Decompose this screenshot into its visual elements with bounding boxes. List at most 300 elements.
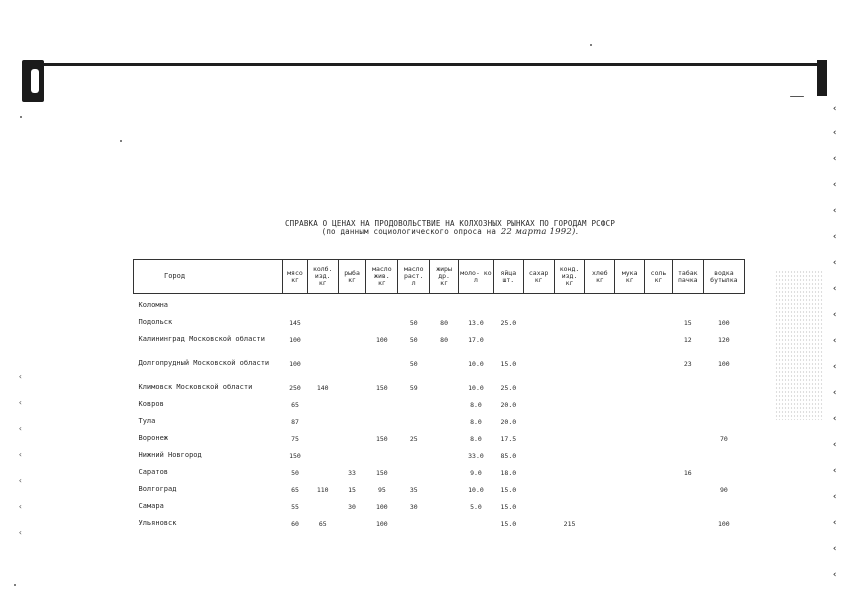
margin-mark: ‹ [18, 450, 23, 459]
value-cell [398, 418, 430, 435]
binder-hole-mark: ‹ [832, 206, 838, 216]
column-name: соль [650, 268, 667, 277]
value-cell [703, 384, 744, 401]
value-cell [703, 418, 744, 435]
column-unit: бутылка [710, 275, 738, 284]
column-name: рыба [344, 268, 360, 277]
column-unit: пачка [678, 275, 698, 284]
value-cell: 18.0 [500, 469, 517, 477]
value-cell: 35 [409, 486, 418, 494]
value-cell [672, 435, 703, 452]
city-cell: Тула [138, 417, 156, 425]
value-cell [366, 418, 398, 435]
table-row [134, 360, 745, 384]
table-row [134, 319, 745, 336]
value-cell: 50 [409, 319, 418, 327]
value-cell [398, 469, 430, 486]
value-cell: 25.0 [500, 319, 517, 327]
value-cell: 50 [409, 336, 418, 344]
value-cell [585, 486, 615, 503]
value-cell: 33 [348, 469, 356, 477]
value-cell [338, 336, 366, 360]
binder-hole-mark: ‹ [832, 128, 838, 138]
binder-hole-mark: ‹ [832, 154, 838, 164]
value-cell: 12 [683, 336, 692, 344]
value-cell: 85.0 [500, 452, 517, 460]
value-cell: 15.0 [500, 360, 517, 368]
value-cell [307, 503, 338, 520]
value-cell [672, 452, 703, 469]
city-cell: Нижний Новгород [138, 451, 202, 459]
value-cell: 23 [683, 360, 692, 368]
column-unit: кг [534, 275, 543, 284]
value-cell [585, 418, 615, 435]
value-cell [430, 418, 459, 435]
value-cell: 8.0 [470, 418, 482, 426]
value-cell: 15.0 [500, 503, 517, 511]
value-cell [615, 336, 645, 360]
value-cell [645, 452, 673, 469]
value-cell [585, 452, 615, 469]
value-cell: 17.0 [468, 336, 484, 344]
value-cell: 215 [563, 520, 576, 528]
value-cell [523, 486, 554, 503]
value-cell [645, 360, 673, 384]
value-cell: 80 [440, 319, 448, 327]
table-row [134, 336, 745, 360]
value-cell [615, 452, 645, 469]
value-cell: 33.0 [468, 452, 484, 460]
value-cell [523, 302, 554, 319]
binder-clip-right [817, 60, 827, 96]
column-unit: кг [377, 279, 386, 287]
value-cell: 100 [289, 360, 301, 368]
binder-hole-mark: ‹ [832, 570, 838, 580]
column-name: мясо [287, 268, 303, 277]
value-cell: 15.0 [500, 486, 517, 494]
subtitle-text: (по данным социологического опроса на [321, 227, 497, 236]
value-cell [585, 435, 615, 452]
value-cell: 75 [291, 435, 299, 443]
value-cell [615, 486, 645, 503]
value-cell [672, 503, 703, 520]
value-cell [672, 520, 703, 537]
column-name: масло жив. [372, 265, 392, 280]
value-cell [493, 336, 523, 360]
scan-speck [590, 44, 592, 46]
value-cell [338, 435, 366, 452]
value-cell [430, 486, 459, 503]
column-header [703, 260, 744, 294]
value-cell: 15.0 [500, 520, 517, 528]
value-cell: 13.0 [468, 319, 484, 327]
column-name: хлеб [592, 268, 608, 277]
binder-bar [24, 63, 824, 66]
value-cell [645, 384, 673, 401]
binder-hole-mark: ‹ [832, 310, 838, 320]
value-cell: 100 [289, 336, 301, 344]
value-cell: 145 [289, 319, 301, 327]
value-cell: 55 [291, 503, 299, 511]
value-cell [554, 486, 585, 503]
column-unit: кг [565, 279, 574, 287]
value-cell [523, 503, 554, 520]
value-cell: 10.0 [468, 486, 484, 494]
value-cell [430, 360, 459, 384]
value-cell: 95 [377, 486, 386, 494]
binder-hole-mark: ‹ [832, 104, 838, 114]
value-cell [672, 486, 703, 503]
table-row [134, 520, 745, 537]
binder-hole-mark: ‹ [832, 362, 838, 372]
value-cell [338, 384, 366, 401]
value-cell: 250 [289, 384, 301, 392]
value-cell [523, 435, 554, 452]
value-cell [338, 418, 366, 435]
value-cell [366, 401, 398, 418]
city-cell: Коломна [138, 301, 169, 309]
column-unit: кг [348, 275, 356, 284]
value-cell: 30 [409, 503, 418, 511]
value-cell [703, 503, 744, 520]
binder-hole-mark: ‹ [832, 466, 838, 476]
city-cell: Долгопрудный Московской области [138, 359, 270, 367]
value-cell [615, 401, 645, 418]
binder-hole-mark: ‹ [832, 336, 838, 346]
value-cell [307, 336, 338, 360]
value-cell [645, 435, 673, 452]
value-cell [523, 469, 554, 486]
value-cell [554, 384, 585, 401]
value-cell: 20.0 [500, 418, 517, 426]
value-cell [458, 302, 493, 319]
value-cell: 50 [291, 469, 299, 477]
column-header [307, 260, 338, 294]
value-cell [645, 486, 673, 503]
value-cell [430, 401, 459, 418]
document-header [200, 220, 700, 236]
value-cell [703, 469, 744, 486]
value-cell [366, 452, 398, 469]
value-cell: 100 [717, 520, 730, 528]
value-cell [430, 435, 459, 452]
value-cell [703, 452, 744, 469]
spacer-row [134, 294, 745, 303]
value-cell [585, 302, 615, 319]
value-cell [430, 302, 459, 319]
value-cell: 20.0 [500, 401, 517, 409]
value-cell [523, 401, 554, 418]
value-cell [430, 384, 459, 401]
value-cell [430, 503, 459, 520]
scan-noise [775, 270, 823, 420]
value-cell [554, 503, 585, 520]
value-cell [398, 302, 430, 319]
value-cell: 80 [440, 336, 448, 344]
value-cell [585, 319, 615, 336]
column-header [585, 260, 615, 294]
column-unit: кг [654, 275, 663, 284]
document-subtitle [200, 228, 700, 236]
value-cell [523, 452, 554, 469]
value-cell [585, 401, 615, 418]
value-cell [338, 401, 366, 418]
value-cell: 150 [375, 469, 388, 477]
column-name: мука [621, 268, 638, 277]
value-cell [585, 503, 615, 520]
column-unit: л [411, 279, 416, 287]
value-cell: 15 [683, 319, 692, 327]
value-cell [523, 319, 554, 336]
city-cell: Калининград Московской области [138, 335, 265, 343]
value-cell [307, 319, 338, 336]
scan-line [790, 96, 804, 97]
column-header [645, 260, 673, 294]
table-row [134, 418, 745, 435]
value-cell: 16 [683, 469, 692, 477]
value-cell [615, 435, 645, 452]
value-cell [554, 469, 585, 486]
spacer-cell [134, 294, 745, 303]
value-cell: 70 [719, 435, 728, 443]
document-title: СПРАВКА О ЦЕНАХ НА ПРОДОВОЛЬСТВИЕ НА КОЛХОЗНЫХ РЫНКАХ ПО ГОРОДАМ РСФСР [284, 219, 616, 228]
value-cell [307, 401, 338, 418]
column-header: Город [134, 260, 283, 294]
value-cell: 150 [375, 384, 388, 392]
value-cell [615, 503, 645, 520]
column-name: сахар [528, 268, 549, 277]
column-name: яйца [500, 268, 517, 277]
margin-mark: ‹ [18, 398, 23, 407]
value-cell [307, 452, 338, 469]
value-cell: 100 [717, 360, 730, 368]
binder-clip-left [22, 60, 44, 102]
value-cell: 25.0 [500, 384, 517, 392]
binder-hole-mark: ‹ [832, 284, 838, 294]
value-cell: 120 [717, 336, 730, 344]
value-cell [307, 302, 338, 319]
value-cell [615, 384, 645, 401]
value-cell [672, 418, 703, 435]
margin-mark: ‹ [18, 424, 23, 433]
value-cell [672, 384, 703, 401]
value-cell [554, 401, 585, 418]
value-cell [338, 360, 366, 384]
city-cell: Подольск [138, 318, 173, 326]
value-cell [523, 384, 554, 401]
city-cell: Саратов [138, 468, 169, 476]
table-row [134, 469, 745, 486]
value-cell: 100 [375, 503, 388, 511]
value-cell [523, 520, 554, 537]
value-cell [554, 319, 585, 336]
value-cell [554, 302, 585, 319]
value-cell: 100 [375, 520, 388, 528]
value-cell: 59 [409, 384, 418, 392]
binder-hole-mark: ‹ [832, 258, 838, 268]
value-cell [338, 319, 366, 336]
city-cell: Самара [138, 502, 164, 510]
column-name: колб. изд. [312, 265, 333, 280]
value-cell [615, 360, 645, 384]
margin-mark: ‹ [18, 528, 23, 537]
value-cell [523, 418, 554, 435]
value-cell [554, 452, 585, 469]
value-cell: 110 [316, 486, 329, 494]
value-cell: 100 [717, 319, 730, 327]
value-cell [523, 360, 554, 384]
value-cell: 25 [409, 435, 418, 443]
value-cell [493, 302, 523, 319]
value-cell [338, 520, 366, 537]
value-cell [523, 336, 554, 360]
value-cell: 140 [316, 384, 329, 392]
value-cell [307, 435, 338, 452]
value-cell [554, 435, 585, 452]
value-cell: 8.0 [470, 401, 482, 409]
value-cell [615, 302, 645, 319]
value-cell: 87 [291, 418, 299, 426]
value-cell [645, 503, 673, 520]
value-cell: 150 [375, 435, 388, 443]
column-unit: шт. [502, 275, 515, 284]
value-cell: 10.0 [468, 384, 484, 392]
value-cell [430, 452, 459, 469]
city-cell: Ульяновск [138, 519, 177, 527]
scan-speck [20, 116, 22, 118]
value-cell [585, 520, 615, 537]
value-cell [338, 302, 366, 319]
value-cell [458, 520, 493, 537]
value-cell [645, 520, 673, 537]
column-header [672, 260, 703, 294]
value-cell [703, 401, 744, 418]
binder-hole-mark: ‹ [832, 440, 838, 450]
binder-hole-mark: ‹ [832, 414, 838, 424]
binder-hole-mark: ‹ [832, 544, 838, 554]
value-cell [585, 360, 615, 384]
column-header [283, 260, 308, 294]
column-header [493, 260, 523, 294]
value-cell [307, 360, 338, 384]
column-name: моло- ко [460, 268, 492, 277]
value-cell [398, 520, 430, 537]
table-row [134, 302, 745, 319]
binder-hole-mark: ‹ [832, 518, 838, 528]
margin-mark: ‹ [18, 372, 23, 381]
binder-hole-mark: ‹ [832, 492, 838, 502]
handwritten-date: 22 марта 1992). [500, 227, 579, 237]
value-cell [366, 302, 398, 319]
value-cell: 30 [348, 503, 356, 511]
value-cell [366, 360, 398, 384]
value-cell [338, 452, 366, 469]
value-cell: 100 [375, 336, 388, 344]
value-cell: 65 [291, 401, 299, 409]
value-cell [585, 469, 615, 486]
value-cell [585, 384, 615, 401]
value-cell: 50 [409, 360, 418, 368]
value-cell: 5.0 [470, 503, 482, 511]
column-unit: кг [595, 275, 604, 284]
binder-hole-mark: ‹ [832, 180, 838, 190]
value-cell [283, 302, 308, 319]
value-cell [430, 469, 459, 486]
value-cell [554, 360, 585, 384]
value-cell: 65 [291, 486, 299, 494]
value-cell: 60 [291, 520, 299, 528]
value-cell [615, 319, 645, 336]
value-cell [398, 401, 430, 418]
margin-mark: ‹ [18, 502, 23, 511]
column-header [366, 260, 398, 294]
column-name: конд. изд. [559, 265, 580, 280]
column-name: водка [714, 268, 734, 277]
value-cell: 8.0 [470, 435, 482, 443]
value-cell [615, 418, 645, 435]
value-cell [307, 418, 338, 435]
column-name: жиры др. [436, 265, 452, 280]
column-unit: кг [440, 279, 448, 287]
value-cell [585, 336, 615, 360]
value-cell: 15 [348, 486, 356, 494]
city-cell: Климовск Московской области [138, 383, 253, 391]
table-row [134, 486, 745, 503]
price-table [133, 259, 745, 537]
table-row [134, 452, 745, 469]
column-unit: л [473, 275, 478, 284]
column-name: масло раст. [403, 265, 424, 280]
column-unit: кг [291, 275, 299, 284]
value-cell [645, 302, 673, 319]
column-header [398, 260, 430, 294]
value-cell [554, 418, 585, 435]
column-unit: кг [625, 275, 634, 284]
scan-speck [14, 584, 16, 586]
table-row [134, 401, 745, 418]
column-header [554, 260, 585, 294]
value-cell: 10.0 [468, 360, 484, 368]
column-header [338, 260, 366, 294]
value-cell [307, 469, 338, 486]
column-unit: кг [318, 279, 327, 287]
table-row [134, 384, 745, 401]
binder-hole-mark: ‹ [832, 232, 838, 242]
value-cell [703, 302, 744, 319]
value-cell: 65 [318, 520, 327, 528]
value-cell [672, 401, 703, 418]
value-cell: 17.5 [500, 435, 517, 443]
value-cell [645, 401, 673, 418]
column-header [615, 260, 645, 294]
value-cell: 9.0 [470, 469, 482, 477]
value-cell [645, 319, 673, 336]
value-cell [430, 520, 459, 537]
value-cell [645, 469, 673, 486]
column-name: табак [678, 268, 698, 277]
value-cell: 90 [719, 486, 728, 494]
value-cell [398, 452, 430, 469]
city-cell: Ковров [138, 400, 164, 408]
scan-speck [120, 140, 122, 142]
value-cell: 150 [289, 452, 301, 460]
margin-mark: ‹ [18, 476, 23, 485]
column-header [523, 260, 554, 294]
value-cell [366, 319, 398, 336]
value-cell [615, 520, 645, 537]
city-cell: Волгоград [138, 485, 177, 493]
value-cell [554, 336, 585, 360]
